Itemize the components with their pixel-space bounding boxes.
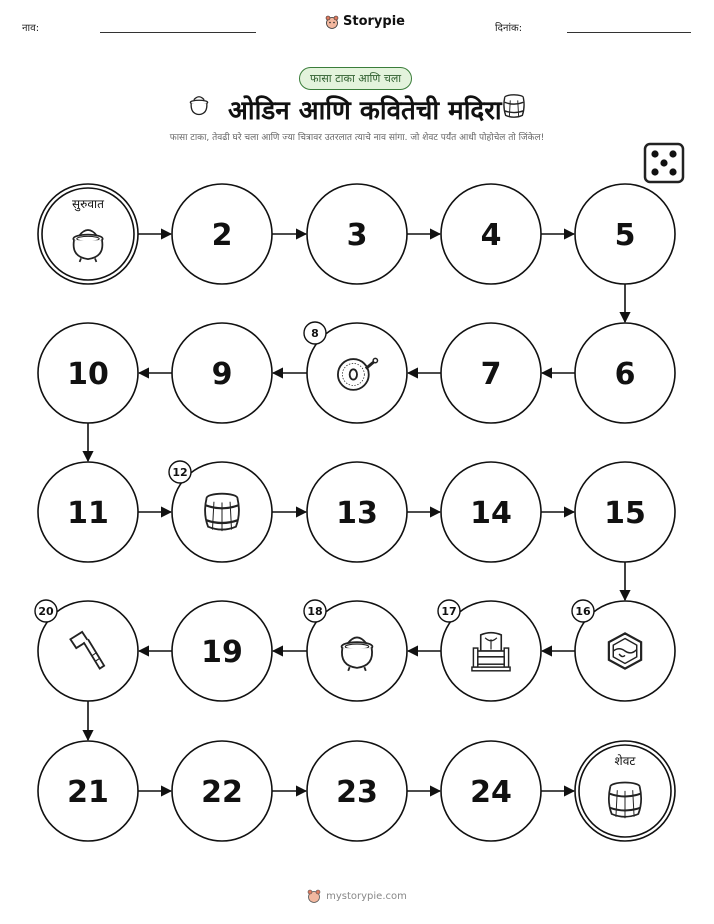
space-number: 2	[211, 218, 233, 253]
board-space-14[interactable]	[441, 462, 541, 562]
board-space-17[interactable]	[438, 600, 541, 701]
space-number: 6	[614, 357, 636, 392]
space-number: 17	[441, 605, 457, 618]
honeycomb-icon	[609, 633, 641, 668]
barrel-icon	[609, 783, 641, 819]
board-space-20[interactable]	[35, 600, 138, 701]
space-number: 19	[201, 635, 243, 670]
board-space-25[interactable]	[575, 741, 675, 841]
board-space-11[interactable]	[38, 462, 138, 562]
brand-name: Storypie	[343, 14, 405, 29]
board-space-10[interactable]	[38, 323, 138, 423]
footer	[0, 889, 714, 903]
space-number: 9	[211, 357, 233, 392]
board-space-13[interactable]	[307, 462, 407, 562]
space-number: 13	[336, 496, 378, 531]
board-space-7[interactable]	[441, 323, 541, 423]
board-space-23[interactable]	[307, 741, 407, 841]
name-label: नाव:	[22, 23, 40, 34]
board-space-4[interactable]	[441, 184, 541, 284]
space-number: 4	[480, 218, 502, 253]
footer-url[interactable]: mystorypie.com	[326, 890, 407, 902]
board-space-6[interactable]	[575, 323, 675, 423]
space-number: 16	[575, 605, 591, 618]
board-space-12[interactable]	[169, 461, 272, 562]
date-label: दिनांक:	[495, 23, 523, 34]
barrel-icon	[205, 494, 239, 531]
space-number: 8	[311, 327, 319, 340]
board-space-15[interactable]	[575, 462, 675, 562]
board-space-8[interactable]	[304, 322, 407, 423]
board-space-16[interactable]	[572, 600, 675, 701]
board-space-18[interactable]	[304, 600, 407, 701]
board-space-24[interactable]	[441, 741, 541, 841]
game-type-badge: फासा टाका आणि चला	[299, 67, 412, 90]
board-space-1[interactable]	[38, 184, 138, 284]
end-label: शेवट	[614, 754, 636, 768]
board-space-21[interactable]	[38, 741, 138, 841]
space-number: 22	[201, 775, 243, 810]
space-number: 11	[67, 496, 109, 531]
space-number: 10	[67, 357, 109, 392]
board-space-22[interactable]	[172, 741, 272, 841]
space-number: 21	[67, 775, 109, 810]
start-label: सुरुवात	[72, 197, 104, 211]
space-number: 18	[307, 605, 323, 618]
storypie-footer-icon	[307, 889, 321, 903]
space-number: 15	[604, 496, 646, 531]
space-number: 23	[336, 775, 378, 810]
board-space-5[interactable]	[575, 184, 675, 284]
instructions: फासा टाका, तेवढी घरे चला आणि ज्या चित्रावर उतरलात त्याचे नाव सांगा. जो शेवट पर्यंत आधी पोहोचेल तो जिंकेल!	[169, 133, 545, 143]
board-space-9[interactable]	[172, 323, 272, 423]
space-number: 20	[38, 605, 54, 618]
space-number: 14	[470, 496, 512, 531]
space-number: 5	[614, 218, 636, 253]
board-space-3[interactable]	[307, 184, 407, 284]
space-number: 24	[470, 775, 512, 810]
board-space-2[interactable]	[172, 184, 272, 284]
space-number: 3	[346, 218, 368, 253]
page-title: ओडिन आणि कवितेची मदिरा	[228, 96, 502, 126]
space-number: 7	[480, 357, 502, 392]
space-number: 12	[172, 466, 188, 479]
board-space-19[interactable]	[172, 601, 272, 701]
